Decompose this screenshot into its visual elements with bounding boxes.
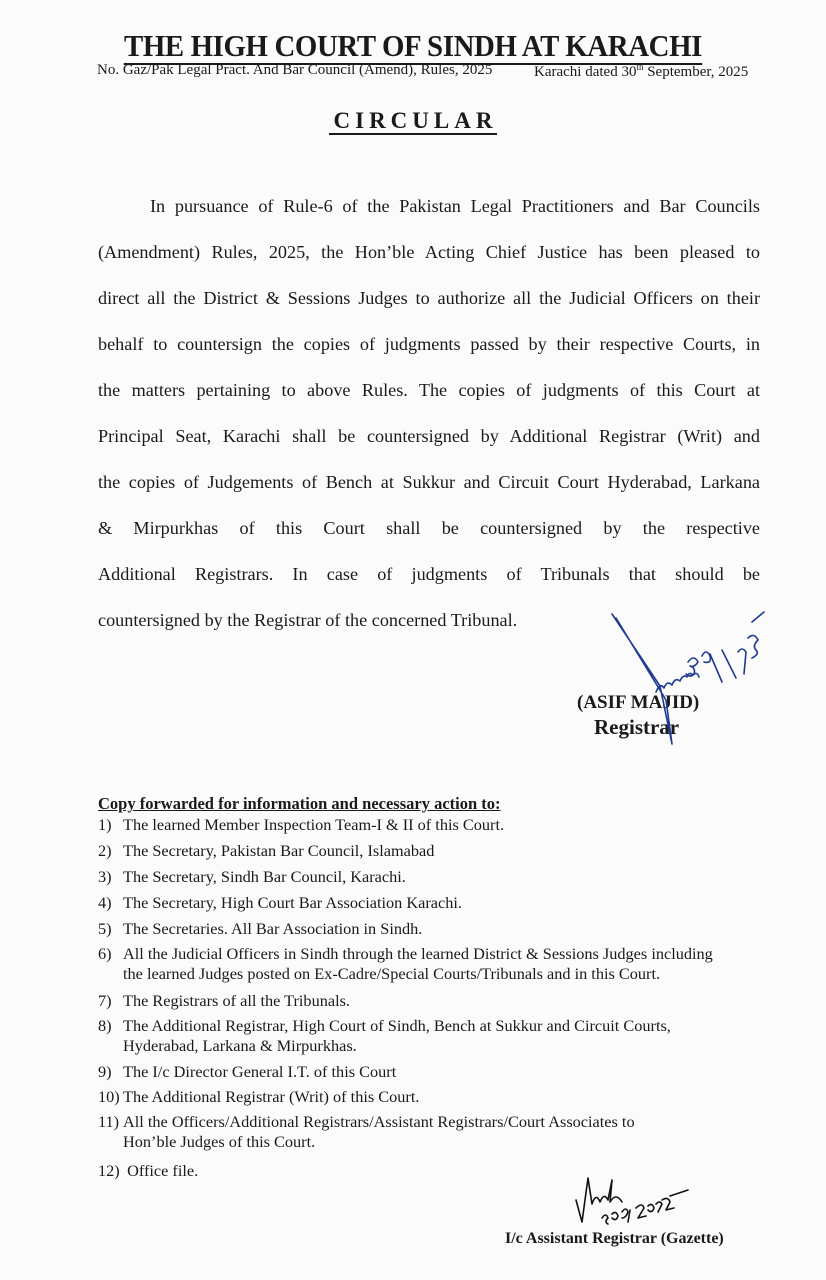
list-item: 7) The Registrars of all the Tribunals. (98, 991, 351, 1010)
reference-number: No. Gaz/Pak Legal Pract. And Bar Council (Amend), Rules, 2025 (97, 62, 493, 78)
list-item: 4) The Secretary, High Court Bar Association Karachi. (98, 893, 462, 912)
body-line: the copies of Judgements of Bench at Sukkur and Circuit Court Hyderabad, Larkana (98, 472, 760, 492)
copy-forwarded-heading: Copy forwarded for information and necessary action to: (98, 794, 501, 813)
list-item: 5) The Secretaries. All Bar Association in Sindh. (98, 919, 423, 938)
body-line: countersigned by the Registrar of the concerned Tribunal. (98, 610, 518, 630)
handwritten-signature-icon (560, 600, 800, 760)
assistant-registrar-signature-block (490, 1160, 790, 1260)
body-line: Additional Registrars. In case of judgments of Tribunals that should be (98, 564, 760, 584)
list-item: 11) All the Officers/Additional Registrars/Assistant Registrars/Court Associates to Hon’ble Judges of this Court. (98, 1112, 635, 1151)
assistant-registrar-designation: I/c Assistant Registrar (Gazette) (505, 1230, 724, 1247)
list-item: 1) The learned Member Inspection Team-I & II of this Court. (98, 815, 505, 834)
body-line: & Mirpurkhas of this Court shall be countersigned by the respective (98, 518, 760, 538)
issue-date: Karachi dated 30th September, 2025 (534, 62, 749, 80)
body-line: direct all the District & Sessions Judges to authorize all the Judicial Officers on their (98, 288, 760, 308)
body-line: (Amendment) Rules, 2025, the Hon’ble Acting Chief Justice has been pleased to (98, 242, 760, 262)
body-line: behalf to countersign the copies of judgments passed by their respective Courts, in (98, 334, 760, 354)
list-item: 3) The Secretary, Sindh Bar Council, Karachi. (98, 867, 406, 886)
list-item: 10) The Additional Registrar (Writ) of this Court. (98, 1087, 420, 1106)
list-item: 6) All the Judicial Officers in Sindh through the learned District & Sessions Judges including the learned Judges posted on Ex-Cadre/Special Courts/Tribunals and in this Court. (98, 944, 713, 983)
circular-body (98, 183, 760, 643)
list-item: 12) Office file. (98, 1161, 199, 1180)
body-line: the matters pertaining to above Rules. The copies of judgments of this Court at (98, 380, 760, 400)
circular-heading: CIRCULAR (0, 108, 826, 134)
body-line: Principal Seat, Karachi shall be countersigned by Additional Registrar (Writ) and (98, 426, 760, 446)
list-item: 2) The Secretary, Pakistan Bar Council, Islamabad (98, 841, 435, 860)
handwritten-signature-icon (490, 1160, 790, 1232)
list-item: 9) The I/c Director General I.T. of this Court (98, 1062, 397, 1081)
signatory-name: (ASIF MAJID) (577, 692, 700, 713)
list-item: 8) The Additional Registrar, High Court of Sindh, Bench at Sukkur and Circuit Courts, Hyderabad, Larkana & Mirpurkhas. (98, 1016, 671, 1055)
court-title: THE HIGH COURT OF SINDH AT KARACHI (124, 28, 702, 63)
body-line: In pursuance of Rule-6 of the Pakistan Legal Practitioners and Bar Councils (150, 196, 760, 216)
signatory-designation: Registrar (594, 715, 680, 739)
registrar-signature-block (560, 600, 800, 760)
